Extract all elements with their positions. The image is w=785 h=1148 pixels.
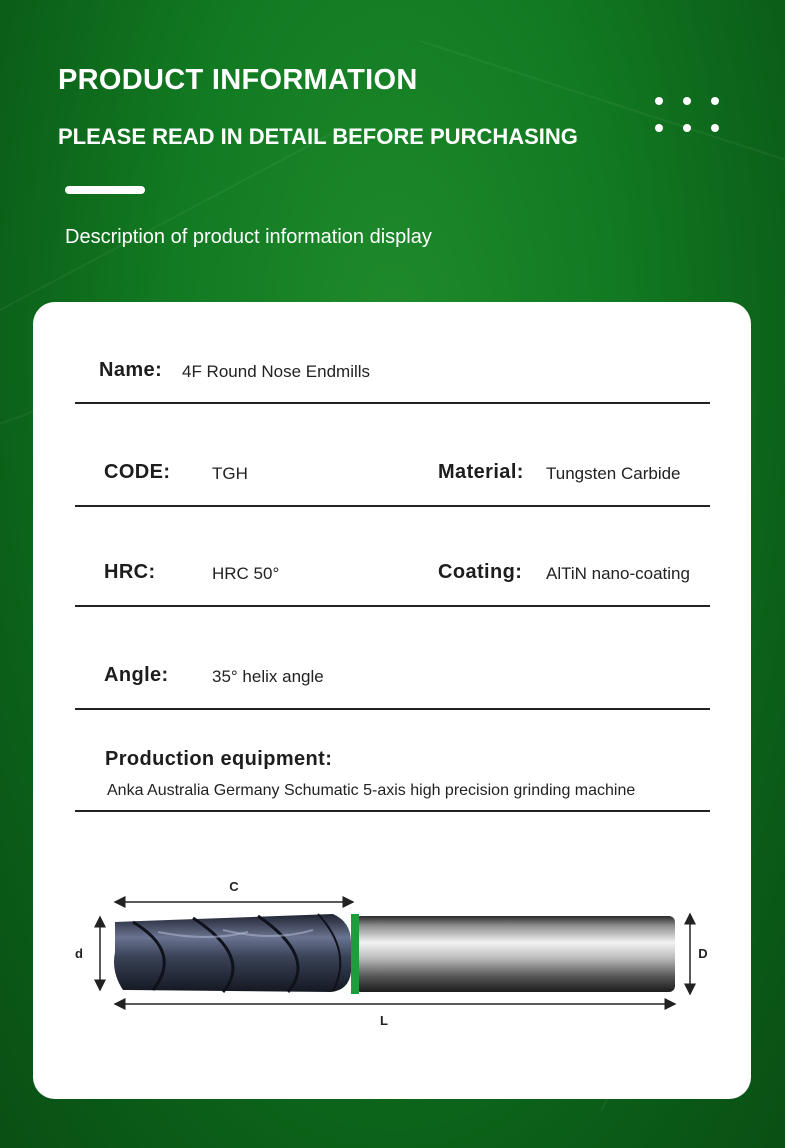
hrc-label: HRC: [104, 561, 156, 583]
code-value: TGH [212, 464, 248, 483]
row-divider [75, 810, 710, 812]
row-divider [75, 605, 710, 607]
code-label: CODE: [104, 461, 171, 483]
row-divider [75, 708, 710, 710]
equipment-label: Production equipment: [105, 748, 333, 770]
decorative-dots-icon [652, 94, 722, 136]
dimension-c-label: C [229, 879, 239, 894]
accent-bar [65, 186, 145, 194]
endmill-diagram [33, 302, 751, 1099]
angle-label: Angle: [104, 664, 169, 686]
endmill-green-ring [351, 914, 359, 994]
product-info-card [33, 302, 751, 1099]
page-subtitle: PLEASE READ IN DETAIL BEFORE PURCHASING [58, 124, 578, 149]
dimension-l-label: L [380, 1013, 388, 1028]
hrc-value: HRC 50° [212, 564, 280, 583]
name-label: Name: [99, 359, 163, 381]
row-divider [75, 505, 710, 507]
dimension-d-label: d [75, 946, 83, 961]
coating-value: AlTiN nano-coating [546, 564, 690, 583]
dimension-D-label: D [698, 946, 708, 961]
coating-label: Coating: [438, 561, 523, 583]
material-label: Material: [438, 461, 524, 483]
section-description: Description of product information display [65, 226, 432, 248]
endmill-shank [355, 916, 675, 992]
page-title: PRODUCT INFORMATION [58, 64, 418, 96]
background-leaf-line [419, 40, 785, 172]
name-value: 4F Round Nose Endmills [182, 362, 371, 381]
material-value: Tungsten Carbide [546, 464, 681, 483]
row-divider [75, 402, 710, 404]
angle-value: 35° helix angle [212, 667, 324, 686]
equipment-value: Anka Australia Germany Schumatic 5-axis high precision grinding machine [107, 782, 636, 799]
endmill-flutes [114, 914, 351, 992]
